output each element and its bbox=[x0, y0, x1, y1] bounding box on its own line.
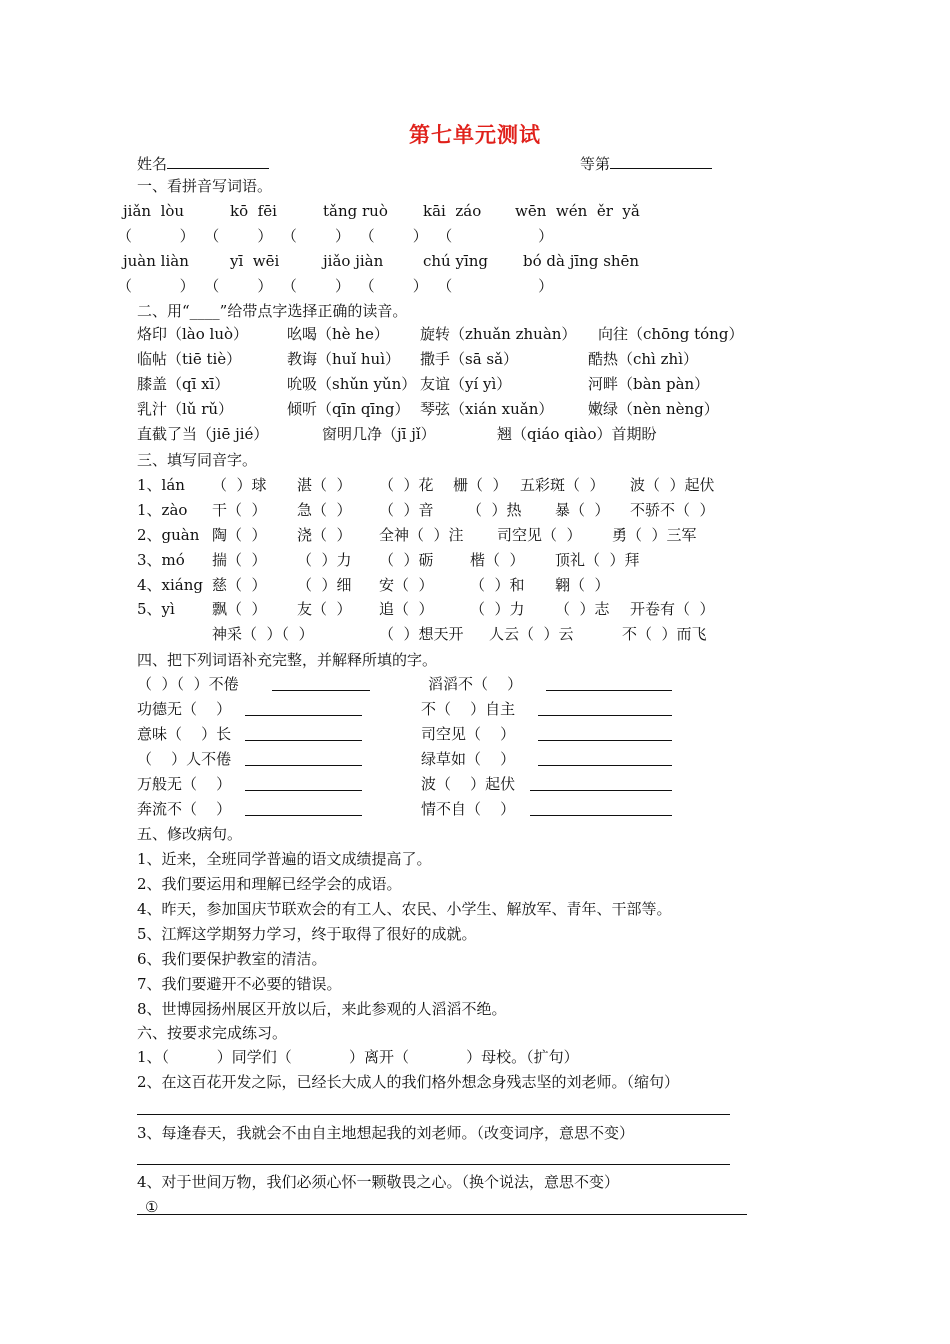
homophone-label: 1、zào bbox=[137, 501, 188, 519]
pinyin-item: chú yīng bbox=[423, 252, 489, 270]
homophone-blank[interactable]: 翱（ ） bbox=[555, 576, 610, 594]
sentence-item: 5、江辉这学期努力学习，终于取得了很好的成就。 bbox=[137, 925, 477, 943]
name-field bbox=[137, 154, 269, 172]
homophone-blank[interactable]: 楷（ ） bbox=[470, 551, 525, 569]
idiom-item: 不（ ）自主 bbox=[421, 700, 516, 718]
homophone-blank[interactable]: （ ）力 bbox=[470, 600, 525, 618]
section-2-heading: 二、用“____”给带点字选择正确的读音。 bbox=[137, 302, 408, 320]
idiom-item: 滔滔不（ ） bbox=[428, 675, 523, 693]
pinyin-item: bó dà jīng shēn bbox=[523, 252, 640, 270]
homophone-blank[interactable]: （ ）志 bbox=[555, 600, 610, 618]
homophone-blank[interactable]: 慈（ ） bbox=[212, 576, 267, 594]
homophone-blank[interactable]: 湛（ ） bbox=[297, 476, 352, 494]
idiom-item: 意味（ ）长 bbox=[137, 725, 232, 743]
reading-item: 吆喝（hè he） bbox=[287, 325, 389, 343]
answer-marker: ① bbox=[145, 1198, 159, 1216]
answer-line[interactable] bbox=[538, 740, 672, 741]
answer-line[interactable] bbox=[272, 690, 370, 691]
exercise-item: 1、（ ）同学们（ ）离开（ ）母校。（扩句） bbox=[137, 1048, 579, 1066]
reading-item: 河畔（bàn pàn） bbox=[588, 375, 710, 393]
answer-line[interactable] bbox=[530, 815, 672, 816]
homophone-label: 5、yì bbox=[137, 600, 175, 618]
sentence-item: 2、我们要运用和理解已经学会的成语。 bbox=[137, 875, 402, 893]
sentence-item: 1、近来，全班同学普遍的语文成绩提高了。 bbox=[137, 850, 432, 868]
sentence-item: 6、我们要保护教室的清洁。 bbox=[137, 950, 327, 968]
reading-item: 撒手（sā sǎ） bbox=[420, 350, 519, 368]
pinyin-item: jiǎn lòu bbox=[123, 202, 185, 220]
homophone-blank[interactable]: 干（ ） bbox=[212, 501, 267, 519]
homophone-blank[interactable]: 飘（ ） bbox=[212, 600, 267, 618]
homophone-blank[interactable]: 栅（ ） bbox=[453, 476, 508, 494]
reading-item: 烙印（lào luò） bbox=[137, 325, 249, 343]
homophone-blank[interactable]: （ ）球 bbox=[212, 476, 267, 494]
answer-line[interactable] bbox=[530, 790, 672, 791]
pinyin-item: yī wēi bbox=[230, 252, 280, 270]
homophone-blank[interactable]: 揣（ ） bbox=[212, 551, 267, 569]
answer-brackets[interactable]: （ ） （ ） （ ） （ ） （ ） bbox=[117, 277, 554, 295]
reading-item: 友谊（yí yì） bbox=[420, 375, 512, 393]
answer-line[interactable] bbox=[245, 740, 362, 741]
reading-item: 吮吸（shǔn yǔn） bbox=[287, 375, 417, 393]
grade-field bbox=[580, 154, 712, 172]
answer-line[interactable] bbox=[137, 1214, 747, 1215]
homophone-blank[interactable]: 暴（ ） bbox=[555, 501, 610, 519]
pinyin-item: jiǎo jiàn bbox=[323, 252, 384, 270]
homophone-blank[interactable]: 急（ ） bbox=[297, 501, 352, 519]
section-4-heading: 四、把下列词语补充完整，并解释所填的字。 bbox=[137, 651, 438, 669]
section-6-heading: 六、按要求完成练习。 bbox=[137, 1024, 288, 1042]
answer-line[interactable] bbox=[137, 1114, 730, 1115]
reading-item: 乳汁（lǔ rǔ） bbox=[137, 400, 234, 418]
name-blank[interactable] bbox=[167, 154, 269, 169]
grade-label: 等第 bbox=[580, 155, 611, 173]
reading-item: 嫩绿（nèn nèng） bbox=[588, 400, 719, 418]
answer-line[interactable] bbox=[245, 715, 362, 716]
answer-line[interactable] bbox=[538, 715, 672, 716]
homophone-label: 3、mó bbox=[137, 551, 185, 569]
pinyin-item: kō fēi bbox=[230, 202, 277, 220]
homophone-blank[interactable]: 安（ ） bbox=[379, 576, 434, 594]
homophone-blank[interactable]: （ ）音 bbox=[379, 501, 434, 519]
section-1-heading: 一、看拼音写词语。 bbox=[137, 177, 273, 195]
exercise-item: 4、对于世间万物，我们必须心怀一颗敬畏之心。（换个说法，意思不变） bbox=[137, 1173, 620, 1191]
homophone-blank[interactable]: 浇（ ） bbox=[297, 526, 352, 544]
homophone-blank[interactable]: （ ）力 bbox=[297, 551, 352, 569]
answer-line[interactable] bbox=[245, 815, 362, 816]
homophone-blank[interactable]: 不（ ）而飞 bbox=[622, 625, 707, 643]
pinyin-item: kāi záo bbox=[423, 202, 482, 220]
answer-brackets[interactable]: （ ） （ ） （ ） （ ） （ ） bbox=[117, 227, 554, 245]
idiom-item: 奔流不（ ） bbox=[137, 800, 232, 818]
reading-item: 琴弦（xián xuǎn） bbox=[420, 400, 554, 418]
homophone-blank[interactable]: （ ）砺 bbox=[379, 551, 434, 569]
answer-line[interactable] bbox=[538, 765, 672, 766]
answer-line[interactable] bbox=[546, 690, 672, 691]
homophone-blank[interactable]: 神采（ ）（ ） bbox=[212, 625, 314, 643]
homophone-label: 1、lán bbox=[137, 476, 185, 494]
sentence-item: 8、世博园扬州展区开放以后，来此参观的人滔滔不绝。 bbox=[137, 1000, 507, 1018]
reading-item: 旋转（zhuǎn zhuàn） bbox=[420, 325, 577, 343]
idiom-item: 绿草如（ ） bbox=[421, 750, 516, 768]
reading-item: 倾听（qīn qīng） bbox=[287, 400, 410, 418]
grade-blank[interactable] bbox=[610, 154, 712, 169]
idiom-item: 波（ ）起伏 bbox=[421, 775, 516, 793]
sentence-item: 7、我们要避开不必要的错误。 bbox=[137, 975, 342, 993]
homophone-blank[interactable]: 勇（ ）三军 bbox=[612, 526, 697, 544]
exercise-item: 2、在这百花开发之际，已经长大成人的我们格外想念身残志坚的刘老师。（缩句） bbox=[137, 1073, 680, 1091]
reading-item: 膝盖（qī xī） bbox=[137, 375, 230, 393]
homophone-blank[interactable]: 开卷有（ ） bbox=[630, 600, 715, 618]
homophone-label: 2、guàn bbox=[137, 526, 200, 544]
idiom-item: 万般无（ ） bbox=[137, 775, 232, 793]
reading-item: 直截了当（jiē jié） bbox=[137, 425, 269, 443]
idiom-item: （ ）人不倦 bbox=[137, 750, 232, 768]
section-5-heading: 五、修改病句。 bbox=[137, 825, 243, 843]
answer-line[interactable] bbox=[245, 765, 362, 766]
homophone-blank[interactable]: 追（ ） bbox=[379, 600, 434, 618]
homophone-blank[interactable]: 友（ ） bbox=[297, 600, 352, 618]
homophone-blank[interactable]: 司空见（ ） bbox=[497, 526, 582, 544]
name-label: 姓名 bbox=[137, 155, 168, 173]
homophone-blank[interactable]: （ ）和 bbox=[470, 576, 525, 594]
pinyin-item: tǎng ruò bbox=[323, 202, 388, 220]
homophone-label: 4、xiáng bbox=[137, 576, 204, 594]
homophone-blank[interactable]: 五彩斑（ ） bbox=[520, 476, 605, 494]
answer-line[interactable] bbox=[245, 790, 362, 791]
homophone-blank[interactable]: （ ）热 bbox=[467, 501, 522, 519]
exercise-item: 3、每逢春天，我就会不由自主地想起我的刘老师。（改变词序，意思不变） bbox=[137, 1124, 635, 1142]
reading-item: 窗明几净（jī jǐ） bbox=[322, 425, 436, 443]
homophone-blank[interactable]: 陶（ ） bbox=[212, 526, 267, 544]
homophone-blank[interactable]: 波（ ）起伏 bbox=[630, 476, 715, 494]
homophone-blank[interactable]: 不骄不（ ） bbox=[630, 501, 715, 519]
section-3-heading: 三、填写同音字。 bbox=[137, 451, 258, 469]
idiom-item: 情不自（ ） bbox=[421, 800, 516, 818]
reading-item: 临帖（tiē tiè） bbox=[137, 350, 242, 368]
page-title: 第七单元测试 bbox=[409, 122, 541, 147]
reading-item: 教诲（huǐ huì） bbox=[287, 350, 401, 368]
reading-item: 向往（chōng tóng） bbox=[598, 325, 744, 343]
reading-item: 酷热（chì zhì） bbox=[588, 350, 698, 368]
idiom-item: 司空见（ ） bbox=[421, 725, 516, 743]
pinyin-item: juàn liàn bbox=[123, 252, 189, 270]
reading-item: 翘（qiáo qiào）首期盼 bbox=[497, 425, 657, 443]
homophone-blank[interactable]: （ ）细 bbox=[297, 576, 352, 594]
homophone-blank[interactable]: 人云（ ）云 bbox=[489, 625, 574, 643]
answer-line[interactable] bbox=[137, 1164, 730, 1165]
idiom-item: 功德无（ ） bbox=[137, 700, 232, 718]
homophone-blank[interactable]: 全神（ ）注 bbox=[379, 526, 464, 544]
homophone-blank[interactable]: 顶礼（ ）拜 bbox=[555, 551, 640, 569]
idiom-item: （ ）（ ）不倦 bbox=[137, 675, 239, 693]
homophone-blank[interactable]: （ ）想天开 bbox=[379, 625, 464, 643]
homophone-blank[interactable]: （ ）花 bbox=[379, 476, 434, 494]
sentence-item: 4、昨天，参加国庆节联欢会的有工人、农民、小学生、解放军、青年、干部等。 bbox=[137, 900, 672, 918]
pinyin-item: wēn wén ěr yǎ bbox=[515, 202, 640, 220]
